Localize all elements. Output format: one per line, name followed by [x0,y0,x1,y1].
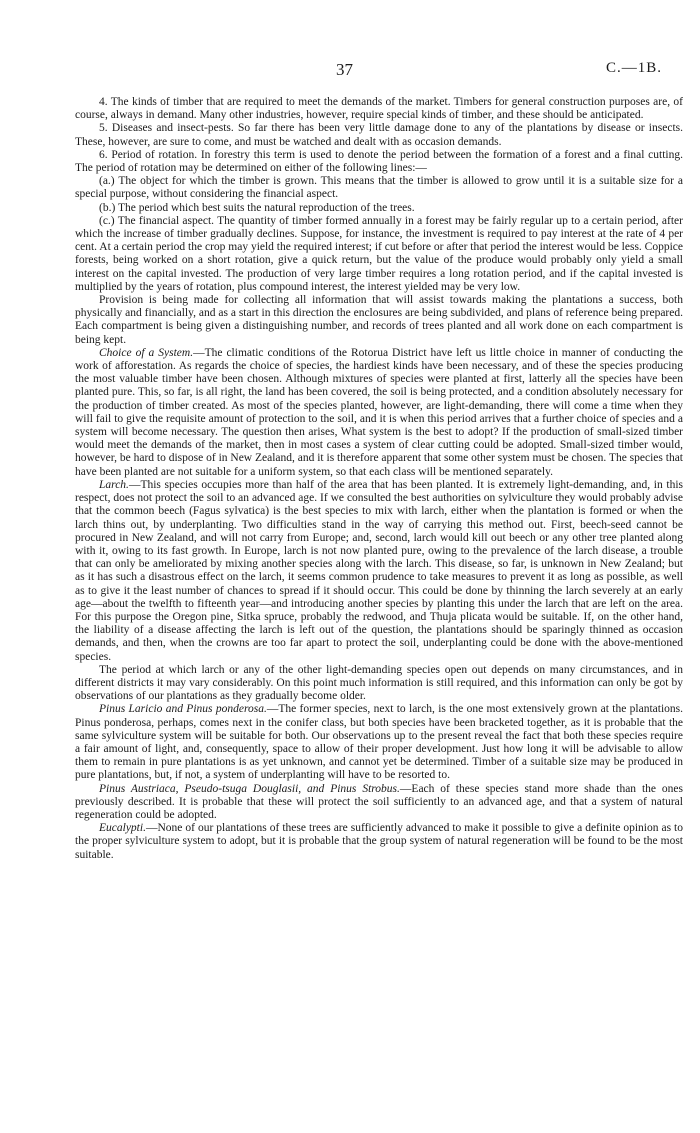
paragraph-text: (a.) The object for which the timber is grown. This means that the timber is allowed to grow until it is a suitable size for a special purpose, without considering the financial aspect. [75,175,683,201]
section-heading: Larch. [99,478,129,491]
paragraph-text: 5. Diseases and insect-pests. So far there has been very little damage done to any of the plantations by disease or insects. These, however, are sure to come, and must be watched and dealt with as occasion demands. [75,122,683,148]
paragraph [75,149,683,175]
paragraph [75,215,683,294]
paragraph-text: 6. Period of rotation. In forestry this term is used to denote the period between the formation of a forest and a final cutting. The period of rotation may be determined on either of the following lines:— [75,148,683,175]
section-heading: Eucalypti. [99,822,146,835]
paragraph [75,703,683,782]
section-heading: Pinus Laricio and Pinus ponderosa. [99,703,267,716]
body-text [75,96,683,862]
page-header [0,60,700,80]
paragraph [75,122,683,148]
paragraph-text: The period at which larch or any of the other light-demanding species open out depends on many circumstances, and in different districts it may vary considerably. On this point much information is still required, and this information can only be got by observations of our plantations as they gradually become older. [75,663,683,703]
page-number: 37 [336,60,353,79]
paragraph-text: (b.) The period which best suits the natural reproduction of the trees. [99,201,415,214]
paragraph [75,175,683,201]
paragraph [75,783,683,823]
paragraph [75,822,683,862]
paragraph-text: (c.) The financial aspect. The quantity of timber formed annually in a forest may be fairly regular up to a certain period, after which the increase of timber gradually declines. Suppose, for instance, the investment is required to pay interest at the rate of 4 per cent. At a certain period the crop may yield the required interest; if cut before or after that period the interest would be less. Coppice forests, being worked on a short rotation, give a quick return, but the value of the produce would probably only yield a small interest on the capital invested. The production of very large timber requires a long rotation period, and if the capital invested is multiplied by the years of rotation, plus compound interest, the interest yielded may be very low. [75,214,684,293]
paragraph [75,479,683,664]
paragraph-text: Provision is being made for collecting all information that will assist towards making the plantations a success, both physically and financially, and as a start in this direction the enclosures are being subdivided, and plans of reference being prepared. Each compartment is being given a distinguishing number, and records of trees planted and all work done on each compartment is being kept. [75,294,683,346]
section-heading: Pinus Austriaca, Pseudo-tsuga Douglasii, and Pinus Strobus. [99,782,400,795]
paragraph [75,96,683,122]
paragraph-text: —The climatic conditions of the Rotorua District have left us little choice in manner of conducting the work of afforestation. As regards the choice of species, the hardiest kinds have been necessary, and of these the species producing the most valuable timber have been chosen. Although mixtures of species were planted at first, latterly all the species have been planted pure. This, so far, is all right, the land has been covered, the soil is being protected, and a condition absolutely necessary for the production of timber created. As most of the species planted, however, are light-demanding, there will come a time when they will fail to give the requisite amount of protection to the soil, and it is when this period arrives that a further choice of species and a system will become necessary. The question then arises, What system is the best to adopt? If the production of small-sized timber would meet the demands of the market, then in most cases a system of clear cutting could be adopted. Small-sized timber would, however, be hard to dispose of in New Zealand, and it is therefore apparent that some other system must be chosen. The species that have been planted are not suitable for a uniform system, so that each class will be mentioned separately. [75,346,684,478]
paragraph-text: —This species occupies more than half of the area that has been planted. It is extremely light-demanding, and, in this respect, does not protect the soil to an advanced age. If we consulted the best authorities on sylviculture they would probably advise that the common beech (Fagus sylvatica) is the best species to mix with larch, either when the plantation is formed or when the larch thins out, by underplanting. Two difficulties stand in the way of carrying this method out. First, beech-seed cannot be procured in New Zealand, and will not carry from Europe; and, second, larch would kill out beech or any other tree planted along with it, owing to its fast growth. In Europe, larch is not now planted pure, owing to the prevalence of the larch disease, a trouble that can only be ameliorated by mixing another species along with the larch. This disease, so far, is unknown in New Zealand; but as it has such a disastrous effect on the larch, it seems common prudence to take measures to prevent it as long as possible, as well as to give it the least number of chances to spread if it should occur. This could be done by thinning the larch severely at an early age—about the twelfth to fifteenth year—and introducing another species by planting this under the larch that are left on the area. For this purpose the Oregon pine, Sitka spruce, probably the redwood, and Thuja plicata would be suitable. If, on the other hand, the liability of a disease affecting the larch is left out of the question, the plantations should be sparingly thinned as occasion demands, and then, when the crowns are too far apart to protect the soil, underplanting could be done with the above-mentioned species. [75,478,683,663]
paragraph-text: 4. The kinds of timber that are required to meet the demands of the market. Timbers for general construction purposes are, of course, always in demand. Many other industries, however, require special kinds of timber, and these should be anticipated. [75,96,683,122]
paragraph [75,347,683,479]
paragraph [75,664,683,704]
paragraph-text: —The former species, next to larch, is the one most extensively grown at the plantations. Pinus ponderosa, perhaps, comes next in the conifer class, but both species have been bracketed together, as it is probable that the same sylviculture system will be suitable for both. Our observations up to the present reveal the fact that both these species require a fair amount of light, and, consequently, space to allow of their proper development. Just how long it will be advisable to allow them to remain in pure plantations is as yet unknown, and cannot yet be determined. Timber of a suitable size may be produced in pure plantations, but, if not, a system of underplanting will have to be resorted to. [75,703,683,782]
document-reference: C.—1B. [605,60,662,76]
paragraph [75,202,683,215]
paragraph [75,294,683,347]
section-heading: Choice of a System. [99,346,194,359]
paragraph-text: —None of our plantations of these trees are sufficiently advanced to make it possible to give a definite opinion as to the proper sylviculture system to adopt, but it is probable that the group system of natural regeneration will be found to be the most suitable. [75,822,683,861]
paragraph-text: —Each of these species stand more shade than the ones previously described. It is probable that these will protect the soil sufficiently to an advanced age, and that a system of natural regeneration could be adopted. [75,782,684,821]
